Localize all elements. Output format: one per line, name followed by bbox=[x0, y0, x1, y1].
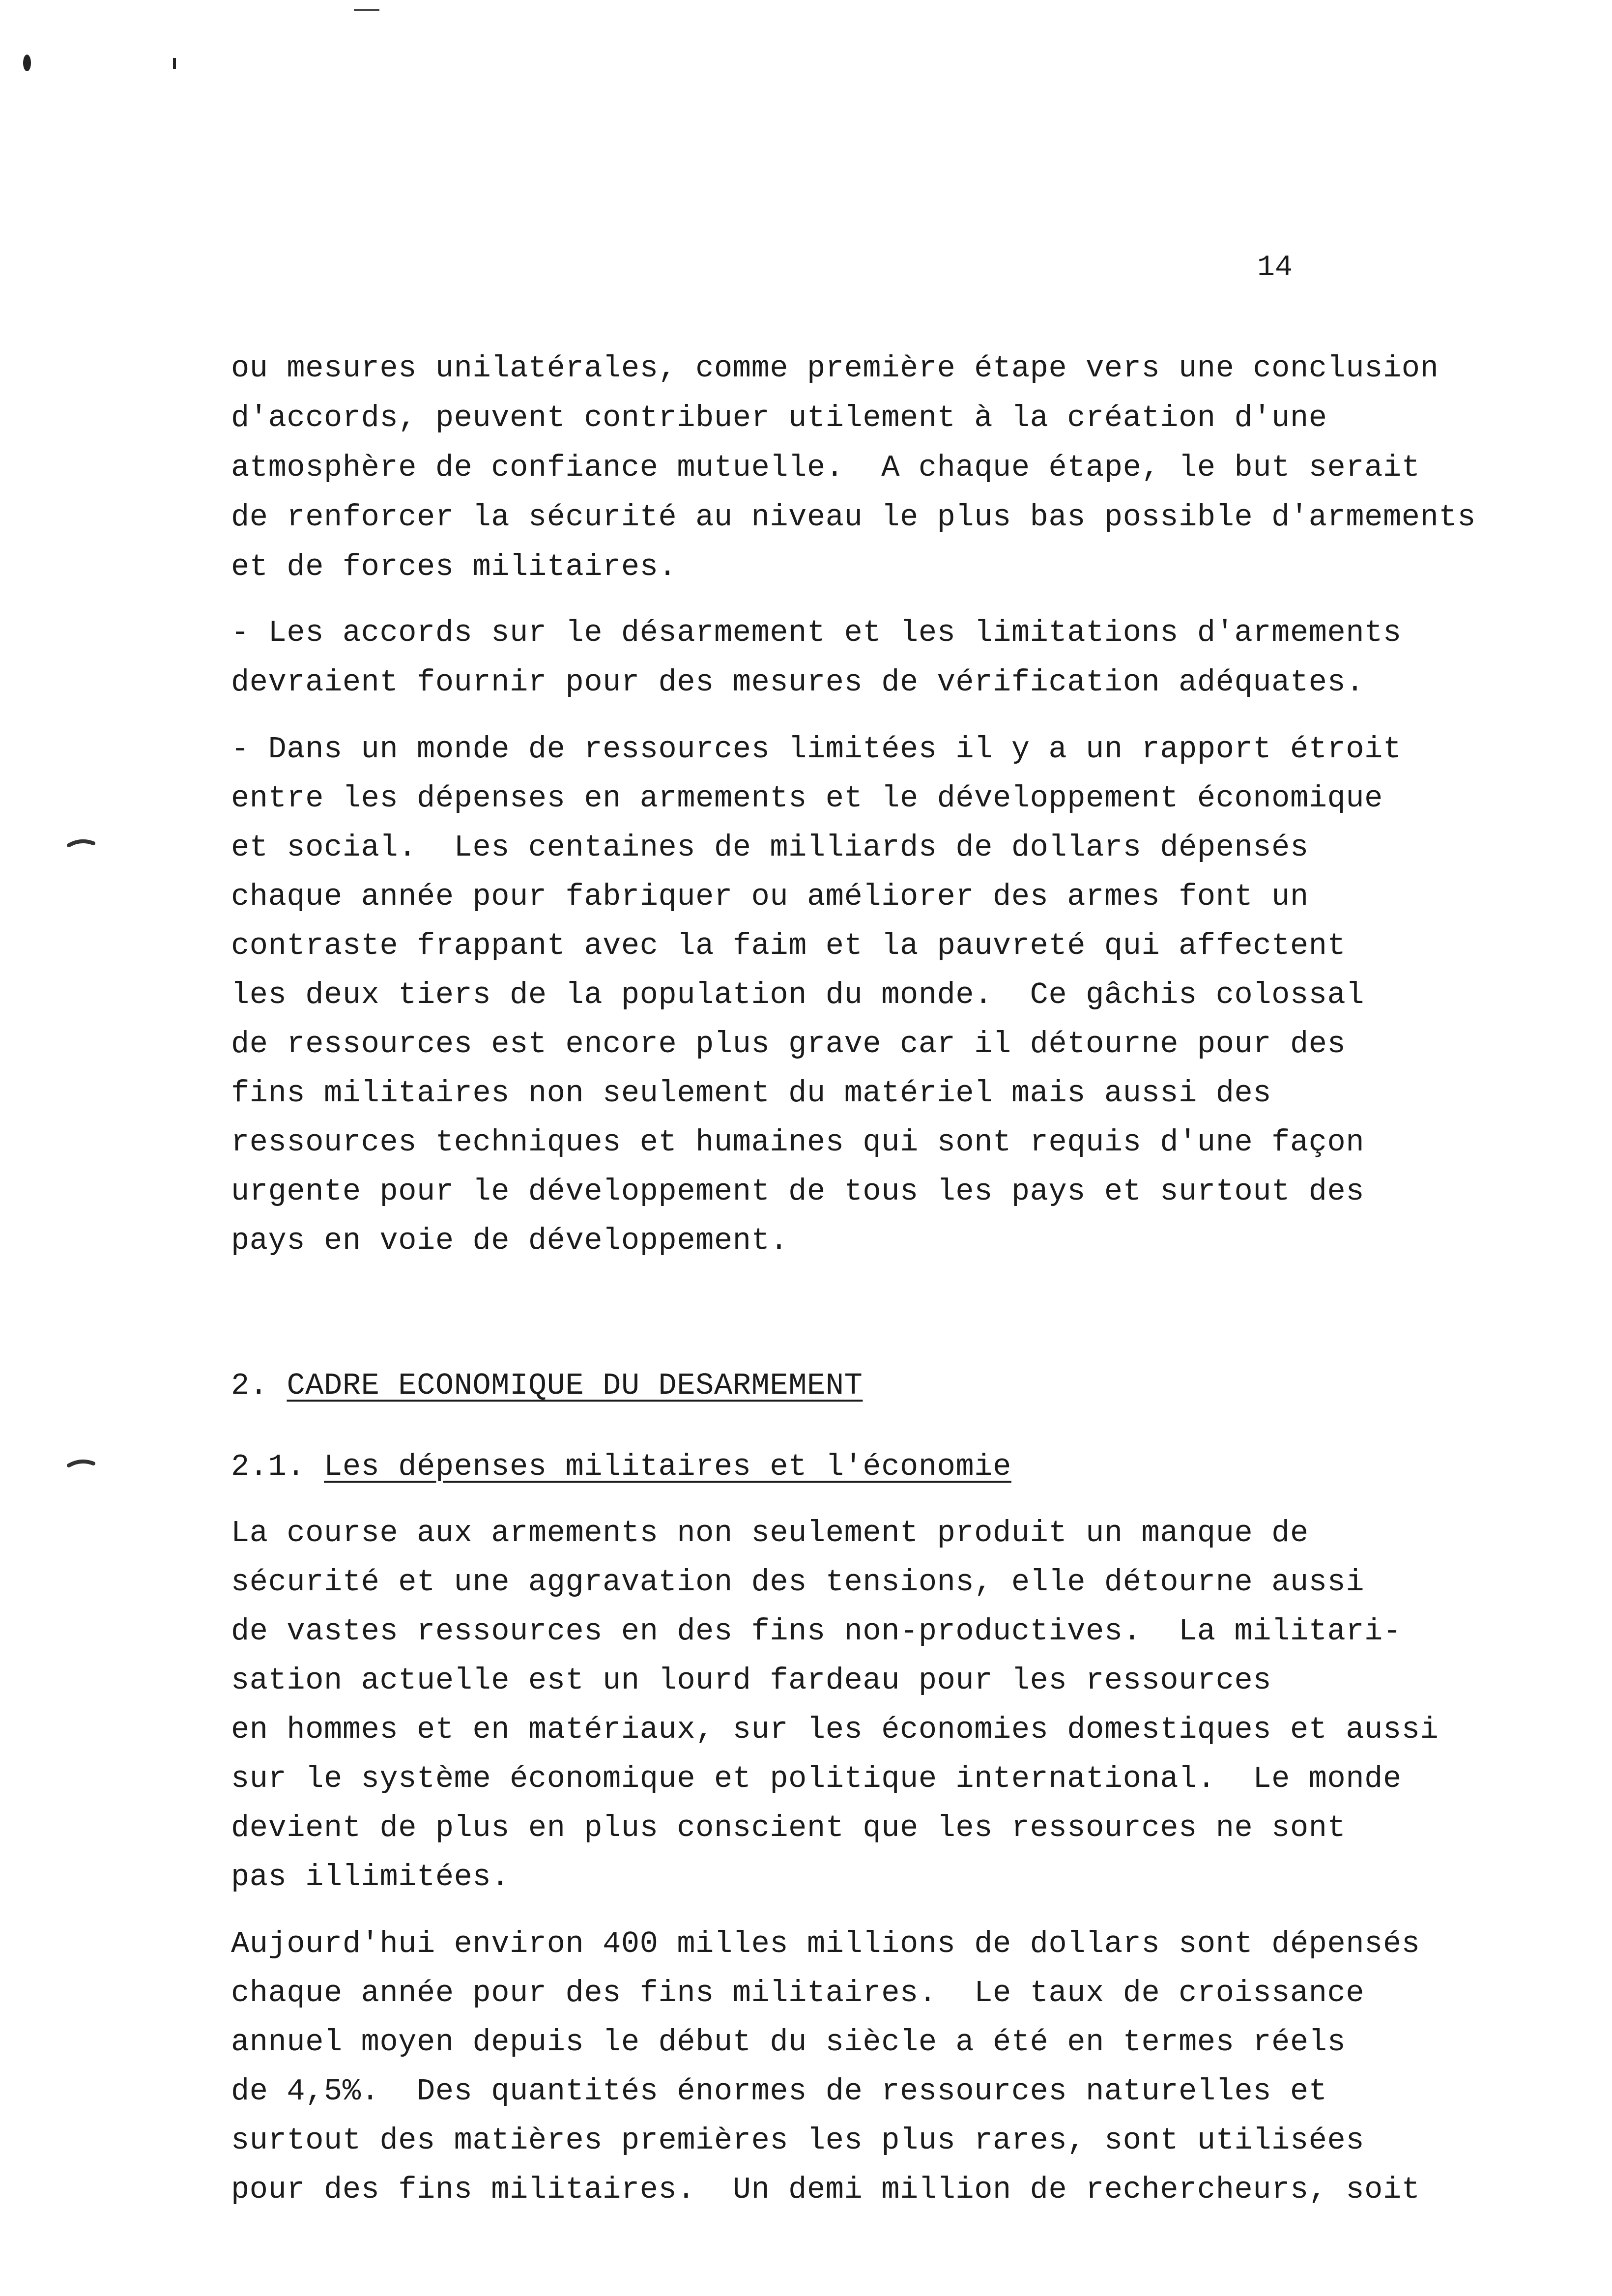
text-line: sation actuelle est un lourd fardeau pour les ressources bbox=[231, 1663, 1272, 1698]
text-line: chaque année pour fabriquer ou améliorer des armes font un bbox=[231, 879, 1309, 914]
subsection-title: Les dépenses militaires et l'économie bbox=[324, 1449, 1011, 1484]
text-line: La course aux armements non seulement produit un manque de bbox=[231, 1516, 1309, 1550]
text-line: devient de plus en plus conscient que les ressources ne sont bbox=[231, 1810, 1346, 1845]
text-line: urgente pour le développement de tous les pays et surtout des bbox=[231, 1174, 1365, 1209]
subsection-number: 2.1. bbox=[231, 1449, 306, 1484]
margin-mark-2 bbox=[69, 1462, 93, 1465]
subsection-heading bbox=[231, 1442, 1011, 1492]
text-line: entre les dépenses en armements et le développement économique bbox=[231, 781, 1383, 816]
text-line: de 4,5%. Des quantités énormes de ressources naturelles et bbox=[231, 2074, 1327, 2109]
text-line: en hommes et en matériaux, sur les économies domestiques et aussi bbox=[231, 1712, 1439, 1747]
text-line: chaque année pour des fins militaires. Le taux de croissance bbox=[231, 1976, 1365, 2010]
margin-mark-1 bbox=[69, 841, 93, 845]
text-line: les deux tiers de la population du monde. Ce gâchis colossal bbox=[231, 977, 1365, 1012]
text-line: d'accords, peuvent contribuer utilement à la création d'une bbox=[231, 401, 1327, 435]
page-number: 14 bbox=[1257, 251, 1293, 285]
text-line: et de forces militaires. bbox=[231, 549, 677, 584]
section-title: CADRE ECONOMIQUE DU DESARMEMENT bbox=[287, 1368, 863, 1403]
text-line: surtout des matières premières les plus rares, sont utilisées bbox=[231, 2123, 1365, 2158]
section-heading bbox=[231, 1361, 863, 1410]
text-line: de ressources est encore plus grave car il détourne pour des bbox=[231, 1027, 1346, 1062]
text-line: pays en voie de développement. bbox=[231, 1223, 789, 1258]
text-line: - Les accords sur le désarmement et les limitations d'armements bbox=[231, 615, 1402, 650]
section-number: 2. bbox=[231, 1368, 268, 1403]
text-line: de renforcer la sécurité au niveau le plus bas possible d'armements bbox=[231, 500, 1476, 535]
text-line: devraient fournir pour des mesures de vérification adéquates. bbox=[231, 665, 1365, 700]
text-line: sécurité et une aggravation des tensions, elle détourne aussi bbox=[231, 1565, 1365, 1600]
text-line: annuel moyen depuis le début du siècle a été en termes réels bbox=[231, 2025, 1346, 2060]
hole-mark-left bbox=[23, 55, 31, 71]
text-line: pour des fins militaires. Un demi million de rechercheurs, soit bbox=[231, 2172, 1420, 2207]
text-line: ou mesures unilatérales, comme première étape vers une conclusion bbox=[231, 351, 1439, 386]
text-line: contraste frappant avec la faim et la pauvreté qui affectent bbox=[231, 928, 1346, 963]
text-line: Aujourd'hui environ 400 milles millions de dollars sont dépensés bbox=[231, 1926, 1420, 1961]
text-line: pas illimitées. bbox=[231, 1860, 510, 1894]
text-line: ressources techniques et humaines qui sont requis d'une façon bbox=[231, 1125, 1365, 1160]
text-line: fins militaires non seulement du matériel mais aussi des bbox=[231, 1076, 1272, 1111]
text-line: et social. Les centaines de milliards de dollars dépensés bbox=[231, 830, 1309, 865]
hole-mark-right bbox=[173, 58, 176, 69]
text-line: - Dans un monde de ressources limitées il y a un rapport étroit bbox=[231, 732, 1402, 767]
text-line: de vastes ressources en des fins non-productives. La militari- bbox=[231, 1614, 1402, 1649]
text-line: atmosphère de confiance mutuelle. A chaque étape, le but serait bbox=[231, 450, 1420, 485]
text-line: sur le système économique et politique international. Le monde bbox=[231, 1761, 1402, 1796]
